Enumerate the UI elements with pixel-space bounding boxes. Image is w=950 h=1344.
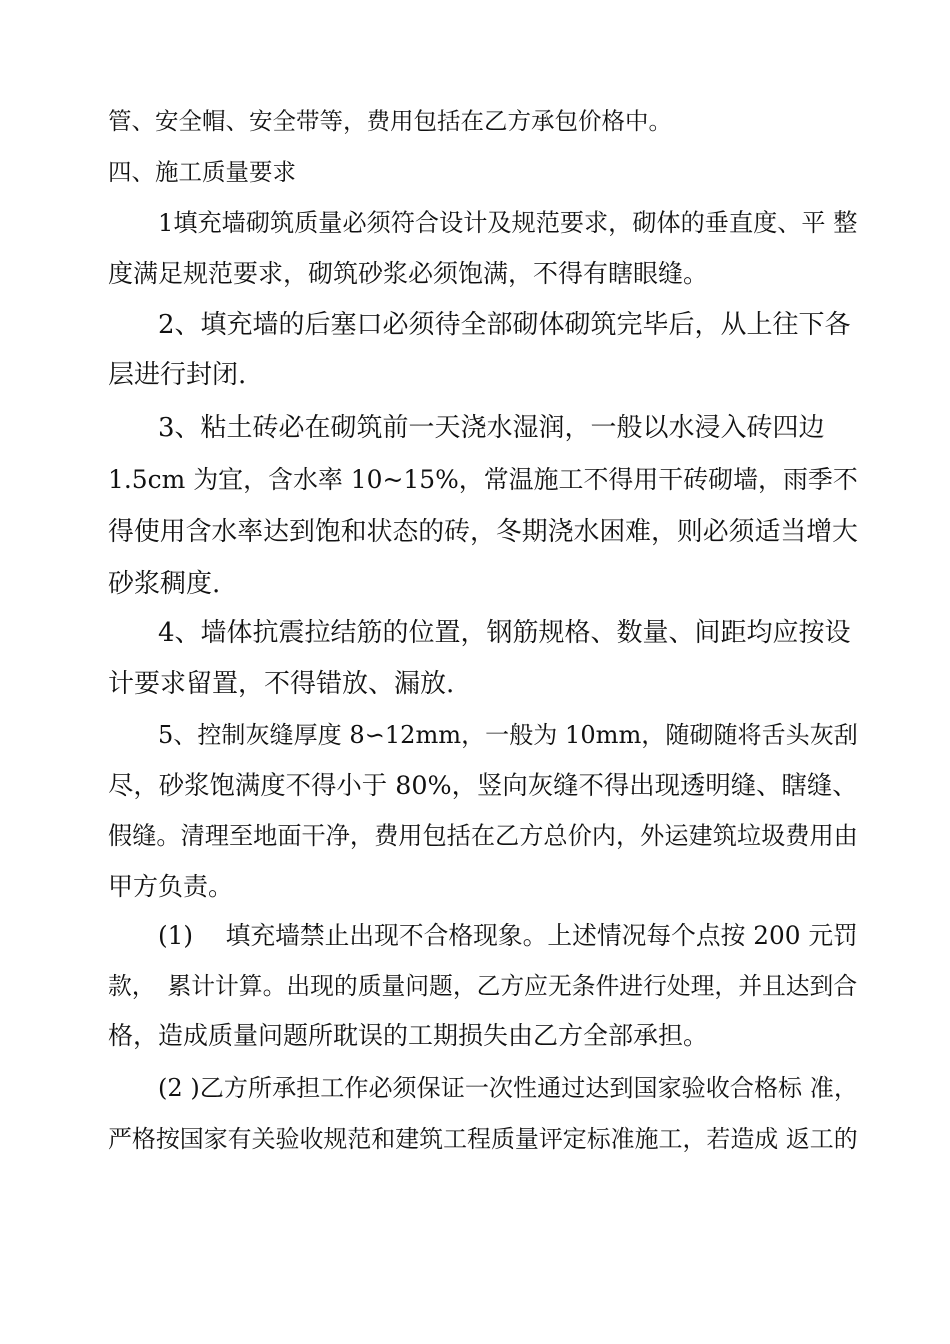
paragraph-line: 得使用含水率达到饱和状态的砖，冬期浇水困难，则必须适当增大 [108,517,858,547]
section-heading: 四、施工质量要求 [108,158,296,186]
paragraph-line: 砂浆稠度. [108,569,221,599]
paragraph-line: 4、墙体抗震拉结筋的位置，钢筋规格、数量、间距均应按设 [158,618,851,648]
paragraph-line: 款， 累计计算。出现的质量问题，乙方应无条件进行处理，并且达到合 [108,972,858,1000]
paragraph-line: 甲方负责。 [108,872,234,901]
paragraph-line: 1填充墙砌筑质量必须符合设计及规范要求，砌体的垂直度、平 整 [158,209,858,237]
paragraph-line: 5、控制灰缝厚度 8∽12mm，一般为 10mm，随砌随将舌头灰刮 [158,721,858,749]
paragraph-line: 度满足规范要求，砌筑砂浆必须饱满，不得有瞎眼缝。 [108,259,709,288]
paragraph-line: 层进行封闭. [108,360,247,390]
paragraph-line: 格，造成质量问题所耽误的工期损失由乙方全部承担。 [108,1021,709,1050]
paragraph-line: 严格按国家有关验收规范和建筑工程质量评定标准施工，若造成 返工的 [108,1125,858,1153]
paragraph-line: 1.5cm 为宜，含水率 10~15%，常温施工不得用干砖砌墙，雨季不 [108,465,858,494]
paragraph-line: (2 )乙方所承担工作必须保证一次性通过达到国家验收合格标 准， [158,1074,858,1102]
paragraph-line: 2、填充墙的后塞口必须待全部砌体砌筑完毕后，从上往下各 [158,310,851,340]
paragraph-line: 假缝。清理至地面干净，费用包括在乙方总价内，外运建筑垃圾费用由 [108,822,858,850]
paragraph-line: 计要求留置，不得错放、漏放. [108,669,455,699]
paragraph-line: 尽，砂浆饱满度不得小于 80%，竖向灰缝不得出现透明缝、瞎缝、 [108,770,858,800]
paragraph-line: (1) 填充墙禁止出现不合格现象。上述情况每个点按 200 元罚 [158,921,858,950]
paragraph-line: 管、安全帽、安全带等，费用包括在乙方承包价格中。 [108,107,672,135]
paragraph-line: 3、粘土砖必在砌筑前一天浇水湿润，一般以水浸入砖四边 [158,413,825,443]
